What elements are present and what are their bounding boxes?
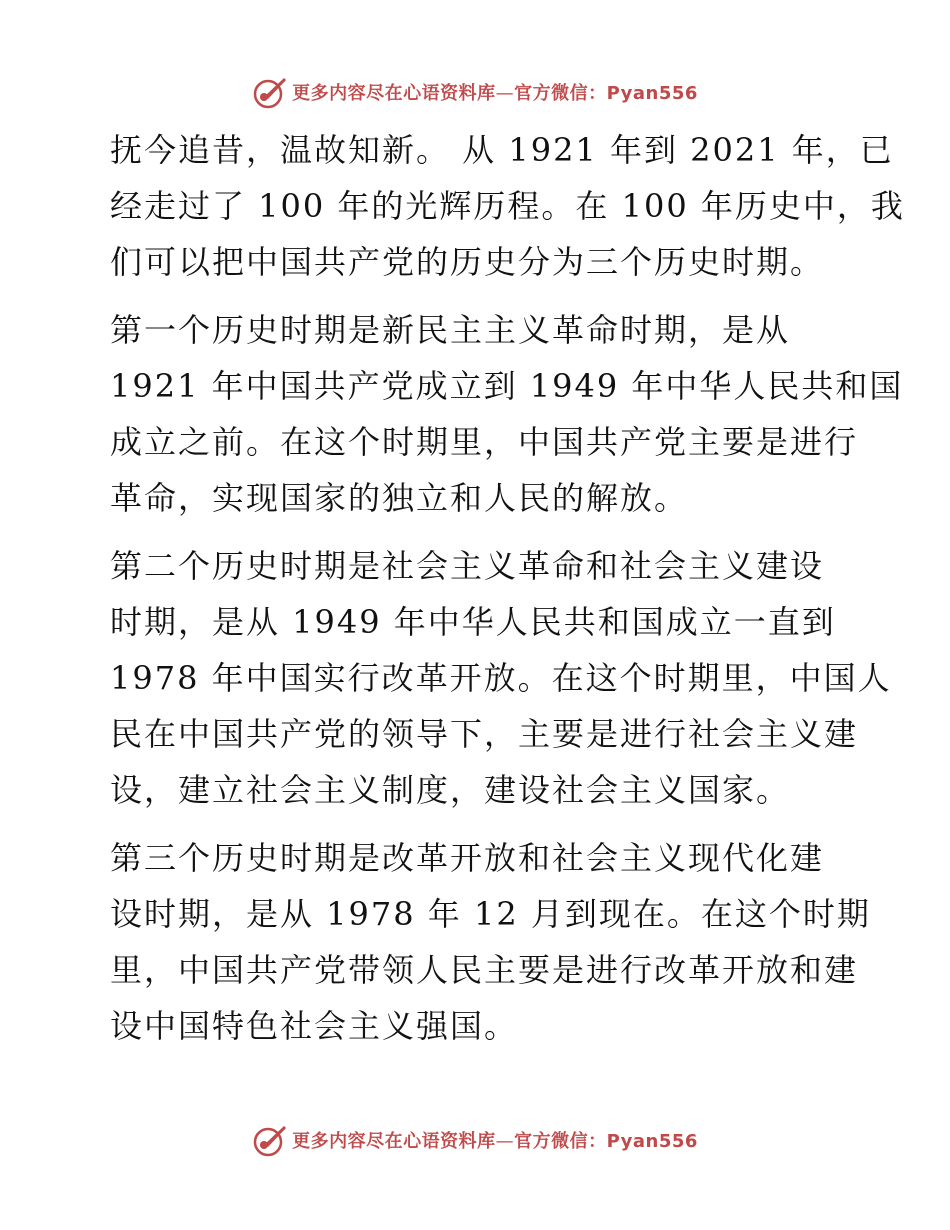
quill-pen-logo-icon	[252, 1122, 288, 1158]
paragraph-line: 设，建立社会主义制度，建设社会主义国家。	[110, 771, 791, 809]
footer-banner-text	[292, 1127, 698, 1153]
paragraph-line: 第二个历史时期是社会主义革命和社会主义建设	[110, 547, 825, 585]
paragraph-line: 成立之前。在这个时期里，中国共产党主要是进行	[110, 423, 859, 461]
quill-pen-logo-icon	[252, 74, 288, 110]
footer-banner-separator: —	[495, 1131, 515, 1152]
paragraph-1	[100, 122, 905, 290]
paragraph-line: 抚今追昔，温故知新。 从 1921 年到 2021 年，已	[110, 131, 894, 169]
paragraph-line: 1978 年中国实行改革开放。在这个时期里，中国人	[110, 659, 892, 697]
paragraph-line: 们可以把中国共产党的历史分为三个历史时期。	[110, 243, 825, 281]
header-banner-text	[292, 79, 698, 105]
footer-banner	[0, 1120, 950, 1160]
paragraph-2	[100, 302, 904, 526]
paragraph-line: 1921 年中国共产党成立到 1949 年中华人民共和国	[110, 367, 904, 405]
paragraph-line: 设时期，是从 1978 年 12 月到现在。在这个时期	[110, 895, 871, 933]
paragraph-line: 革命，实现国家的独立和人民的解放。	[110, 479, 689, 517]
header-banner	[0, 72, 950, 112]
paragraph-line: 设中国特色社会主义强国。	[110, 1007, 519, 1045]
header-banner-separator: —	[495, 83, 515, 104]
paragraph-line: 第三个历史时期是改革开放和社会主义现代化建	[110, 839, 825, 877]
header-banner-wechat-id: Pyan556	[606, 83, 698, 104]
paragraph-4	[100, 830, 871, 1054]
paragraph-line: 时期，是从 1949 年中华人民共和国成立一直到	[110, 603, 836, 641]
header-banner-main: 更多内容尽在心语资料库	[292, 83, 496, 104]
document-body	[100, 122, 905, 1066]
paragraph-3	[100, 538, 892, 818]
paragraph-line: 经走过了 100 年的光辉历程。在 100 年历史中，我	[110, 187, 905, 225]
footer-banner-main: 更多内容尽在心语资料库	[292, 1131, 496, 1152]
footer-banner-wechat-id: Pyan556	[606, 1131, 698, 1152]
footer-banner-wechat-label: 官方微信：	[514, 1131, 607, 1152]
paragraph-line: 第一个历史时期是新民主主义革命时期，是从	[110, 311, 791, 349]
paragraph-line: 里，中国共产党带领人民主要是进行改革开放和建	[110, 951, 859, 989]
paragraph-line: 民在中国共产党的领导下，主要是进行社会主义建	[110, 715, 859, 753]
header-banner-wechat-label: 官方微信：	[514, 83, 607, 104]
